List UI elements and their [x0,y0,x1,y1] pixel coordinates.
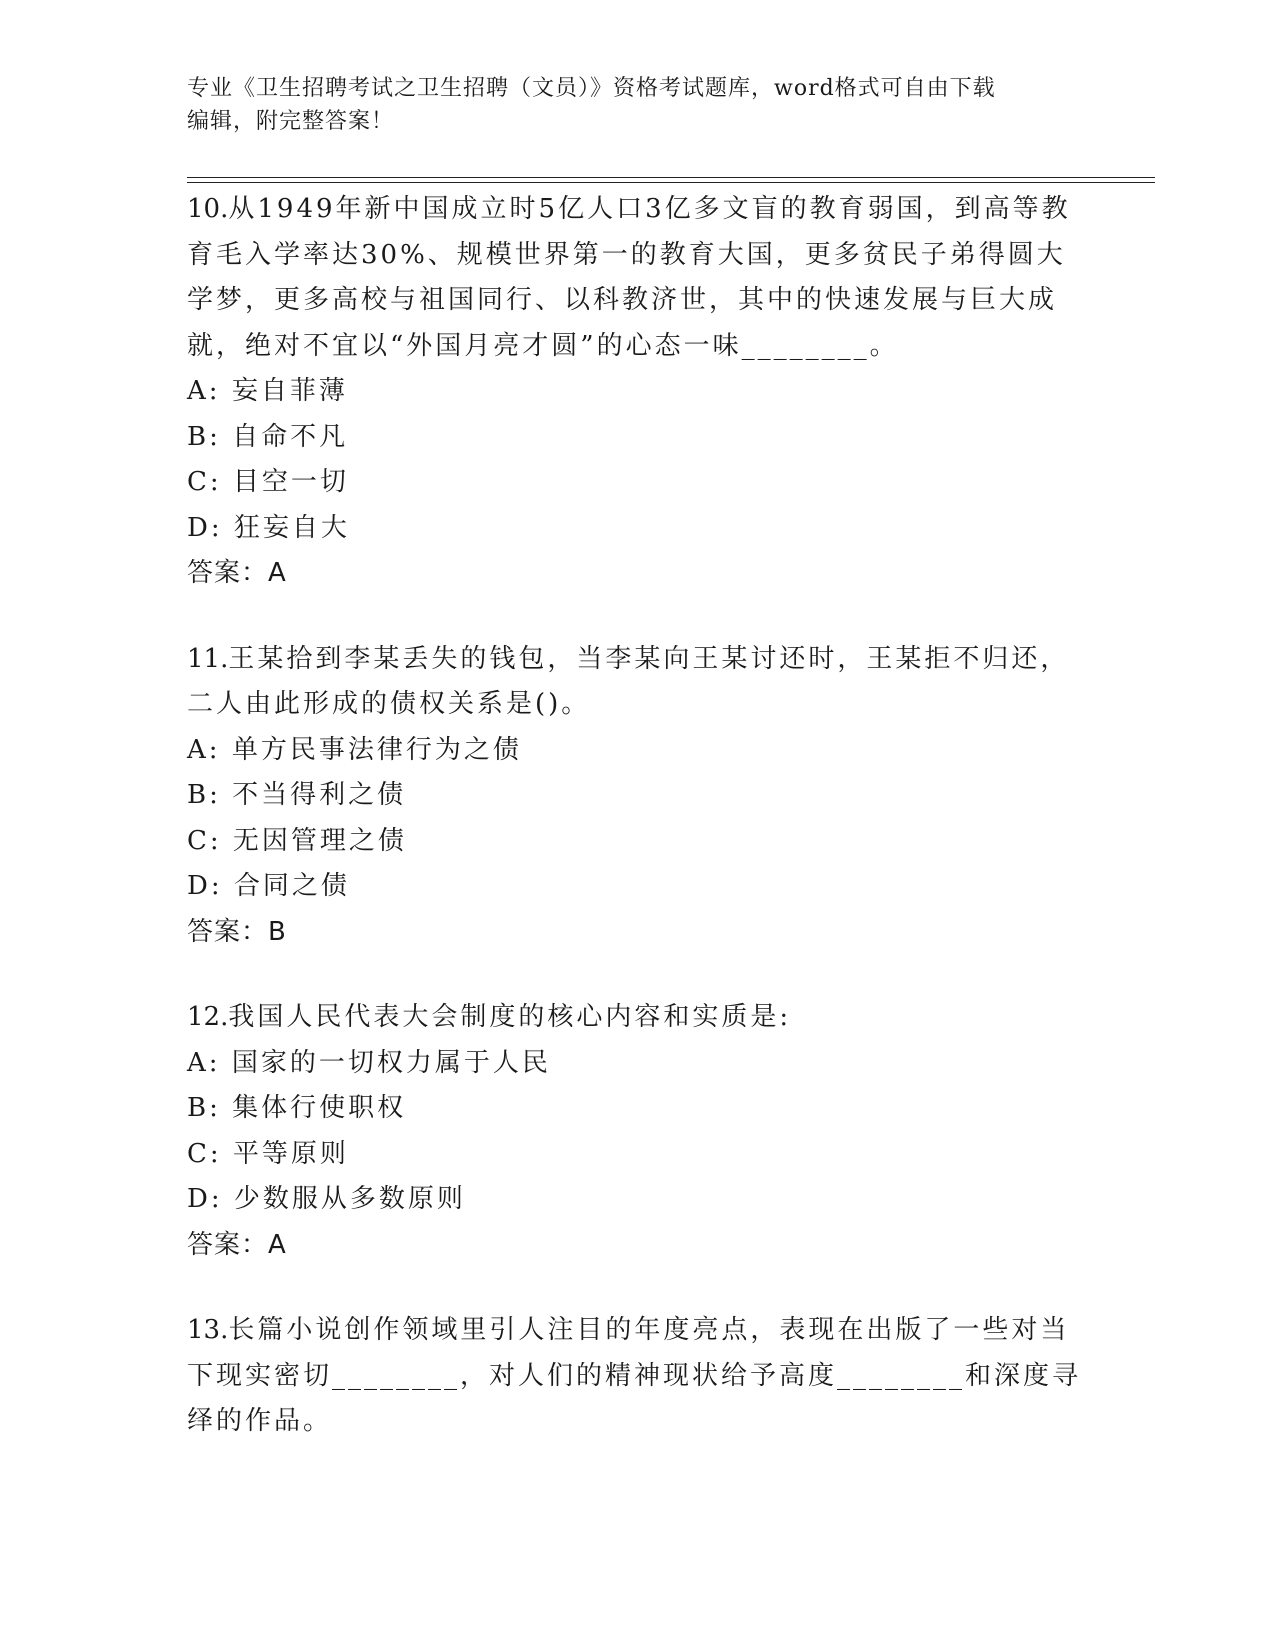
option-a [187,369,1087,415]
answer-line [187,910,1087,956]
answer-value: A [268,558,287,588]
option-b [187,415,1087,461]
header-line-1: 专业《卫生招聘考试之卫生招聘（文员）》资格考试题库，word格式可自由下载 [187,76,996,101]
option-c [187,460,1087,506]
option-text: 自命不凡 [232,421,349,452]
option-text: 合同之债 [233,871,350,901]
option-text: 目空一切 [232,467,349,497]
question-13 [187,1308,1087,1445]
question-text: 从1949年新中国成立时5亿人口3亿多文盲的教育弱国，到高等教育毛入学率达30%、规模世界第一的教育大国，更多贫民子弟得圆大学梦，更多高校与祖国同行、以科教济世，其中的快速发展与巨大成就，绝对不宜以“外国月亮才圆”的心态一味________。 [187,194,1071,361]
question-text: 长篇小说创作领域里引人注目的年度亮点，表现在出版了一些对当下现实密切________，对人们的精神现状给予高度________和深度寻绎的作品。 [187,1315,1082,1436]
option-text: 妄自菲薄 [231,376,348,406]
option-label: A: [187,376,221,406]
option-label: D: [187,871,223,901]
answer-line [187,551,1087,597]
option-d [187,864,1087,910]
header-line-2: 编辑，附完整答案！ [187,109,395,134]
answer-value: B [268,916,287,947]
option-text: 狂妄自大 [233,512,350,543]
question-11 [187,637,1087,956]
option-text: 少数服从多数原则 [233,1184,466,1214]
answer-label: 答案： [187,558,269,588]
option-label: C: [187,825,222,856]
question-number: 12. [187,1002,229,1032]
question-number: 10. [187,194,229,224]
option-label: A: [187,734,221,765]
answer-label: 答案： [187,1229,269,1260]
option-label: B: [187,1093,221,1123]
option-b [187,773,1087,819]
option-text: 平等原则 [232,1138,349,1169]
question-stem [187,637,1087,728]
question-text: 王某拾到李某丢失的钱包，当李某向王某讨还时，王某拒不归还，二人由此形成的债权关系是()。 [187,643,1070,719]
option-a [187,1041,1087,1087]
answer-label: 答案： [187,916,269,947]
option-text: 无因管理之债 [232,825,407,856]
option-text: 不当得利之债 [232,780,407,810]
question-number: 11. [187,643,229,674]
option-text: 国家的一切权力属于人民 [231,1047,551,1078]
answer-value: A [268,1229,287,1260]
document-header [187,72,1087,138]
option-label: B: [187,780,221,810]
option-d [187,506,1087,552]
option-label: D: [187,1184,223,1214]
header-divider-top [187,177,1155,178]
question-list [187,187,1087,1485]
question-number: 13. [187,1315,229,1345]
option-a [187,728,1087,774]
option-label: D: [187,512,223,543]
option-text: 集体行使职权 [232,1093,407,1123]
question-10 [187,187,1087,597]
option-label: C: [187,467,222,497]
question-text: 我国人民代表大会制度的核心内容和实质是: [228,1002,792,1032]
option-c [187,819,1087,865]
option-label: C: [187,1138,222,1169]
answer-line [187,1223,1087,1269]
option-b [187,1086,1087,1132]
option-c [187,1132,1087,1178]
option-text: 单方民事法律行为之债 [231,734,522,765]
header-divider-bottom [187,182,1155,183]
question-stem [187,1308,1087,1445]
question-stem [187,187,1087,369]
option-label: B: [187,421,221,452]
option-d [187,1177,1087,1223]
option-label: A: [187,1047,221,1078]
question-12 [187,995,1087,1268]
question-stem [187,995,1087,1041]
